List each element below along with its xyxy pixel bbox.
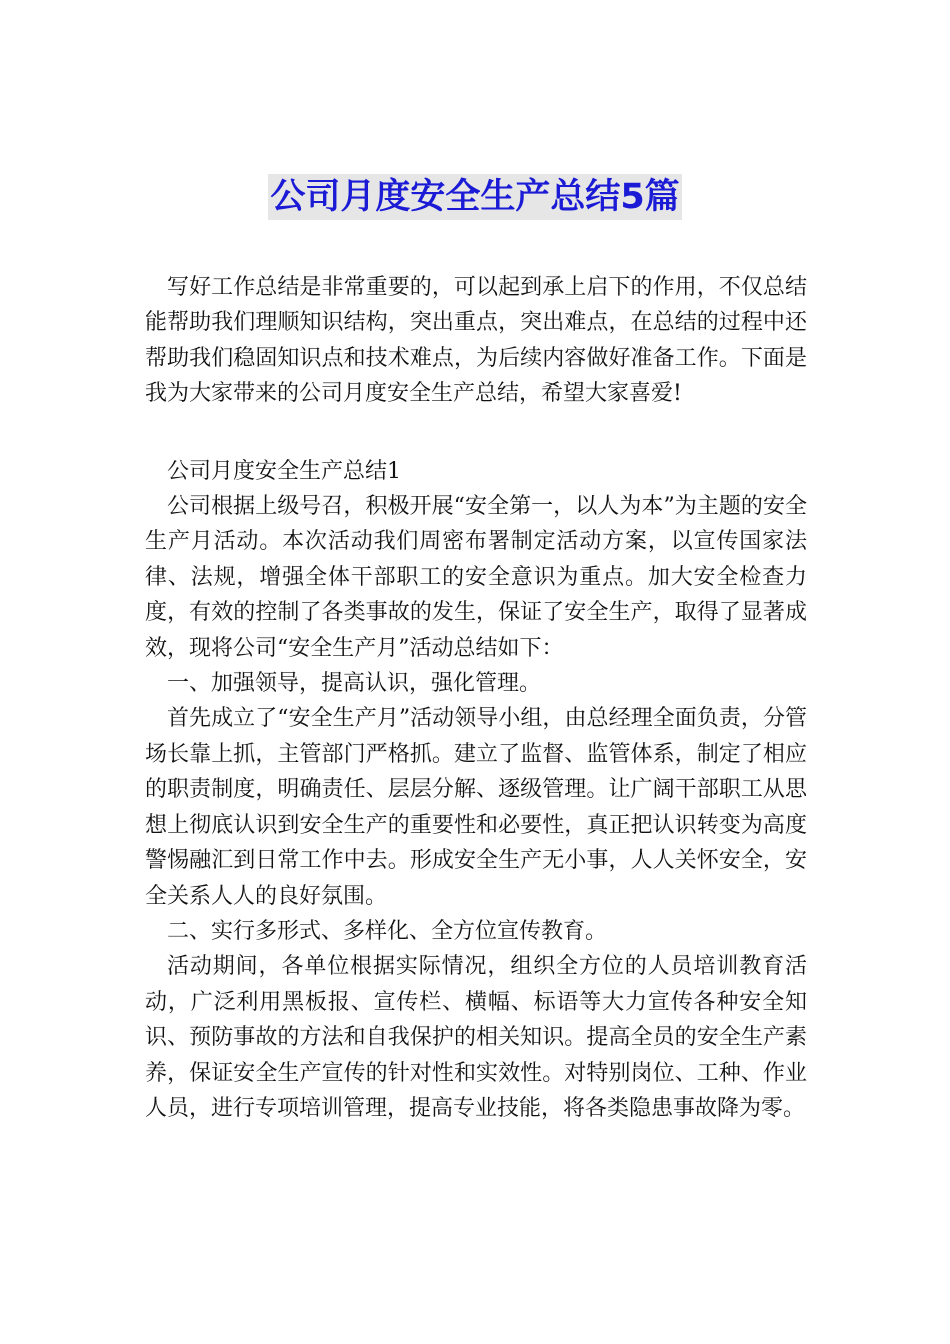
paragraph-spacer xyxy=(145,412,807,454)
section-heading-1: 一、加强领导，提高认识，强化管理。 xyxy=(167,671,542,697)
title-area xyxy=(0,174,950,220)
document-title: 公司月度安全生产总结5篇 xyxy=(268,174,681,220)
body-paragraph-1: 公司根据上级号召，积极开展“安全第一，以人为本”为主题的安全生产月活动。本次活动我们周密布署制定活动方案，以宣传国家法律、法规，增强全体干部职工的安全意识为重点。加大安全检查力度，有效的控制了各类事故的发生，保证了安全生产，取得了显著成效，现将公司“安全生产月”活动总结如下： xyxy=(145,494,807,661)
body-paragraph-3: 活动期间，各单位根据实际情况，组织全方位的人员培训教育活动，广泛利用黑板报、宣传栏、横幅、标语等大力宣传各种安全知识、预防事故的方法和自我保护的相关知识。提高全员的安全生产素养，保证安全生产宣传的针对性和实效性。对特别岗位、工种、作业人员，进行专项培训管理，提高专业技能，将各类隐患事故降为零。 xyxy=(145,954,807,1121)
body-paragraph-2: 首先成立了“安全生产月”活动领导小组，由总经理全面负责，分管场长靠上抓，主管部门严格抓。建立了监督、监管体系，制定了相应的职责制度，明确责任、层层分解、逐级管理。让广阔干部职工从思想上彻底认识到安全生产的重要性和必要性，真正把认识转变为高度警惕融汇到日常工作中去。形成安全生产无小事，人人关怀安全，安全关系人人的良好氛围。 xyxy=(145,706,807,909)
section-heading-2: 二、实行多形式、多样化、全方位宣传教育。 xyxy=(167,918,608,944)
intro-paragraph: 写好工作总结是非常重要的，可以起到承上启下的作用，不仅总结能帮助我们理顺知识结构，突出重点，突出难点，在总结的过程中还帮助我们稳固知识点和技术难点，为后续内容做好准备工作。下面是我为大家带来的公司月度安全生产总结，希望大家喜爱! xyxy=(145,275,807,407)
section-title: 公司月度安全生产总结1 xyxy=(167,458,401,484)
document-body xyxy=(145,270,807,1126)
